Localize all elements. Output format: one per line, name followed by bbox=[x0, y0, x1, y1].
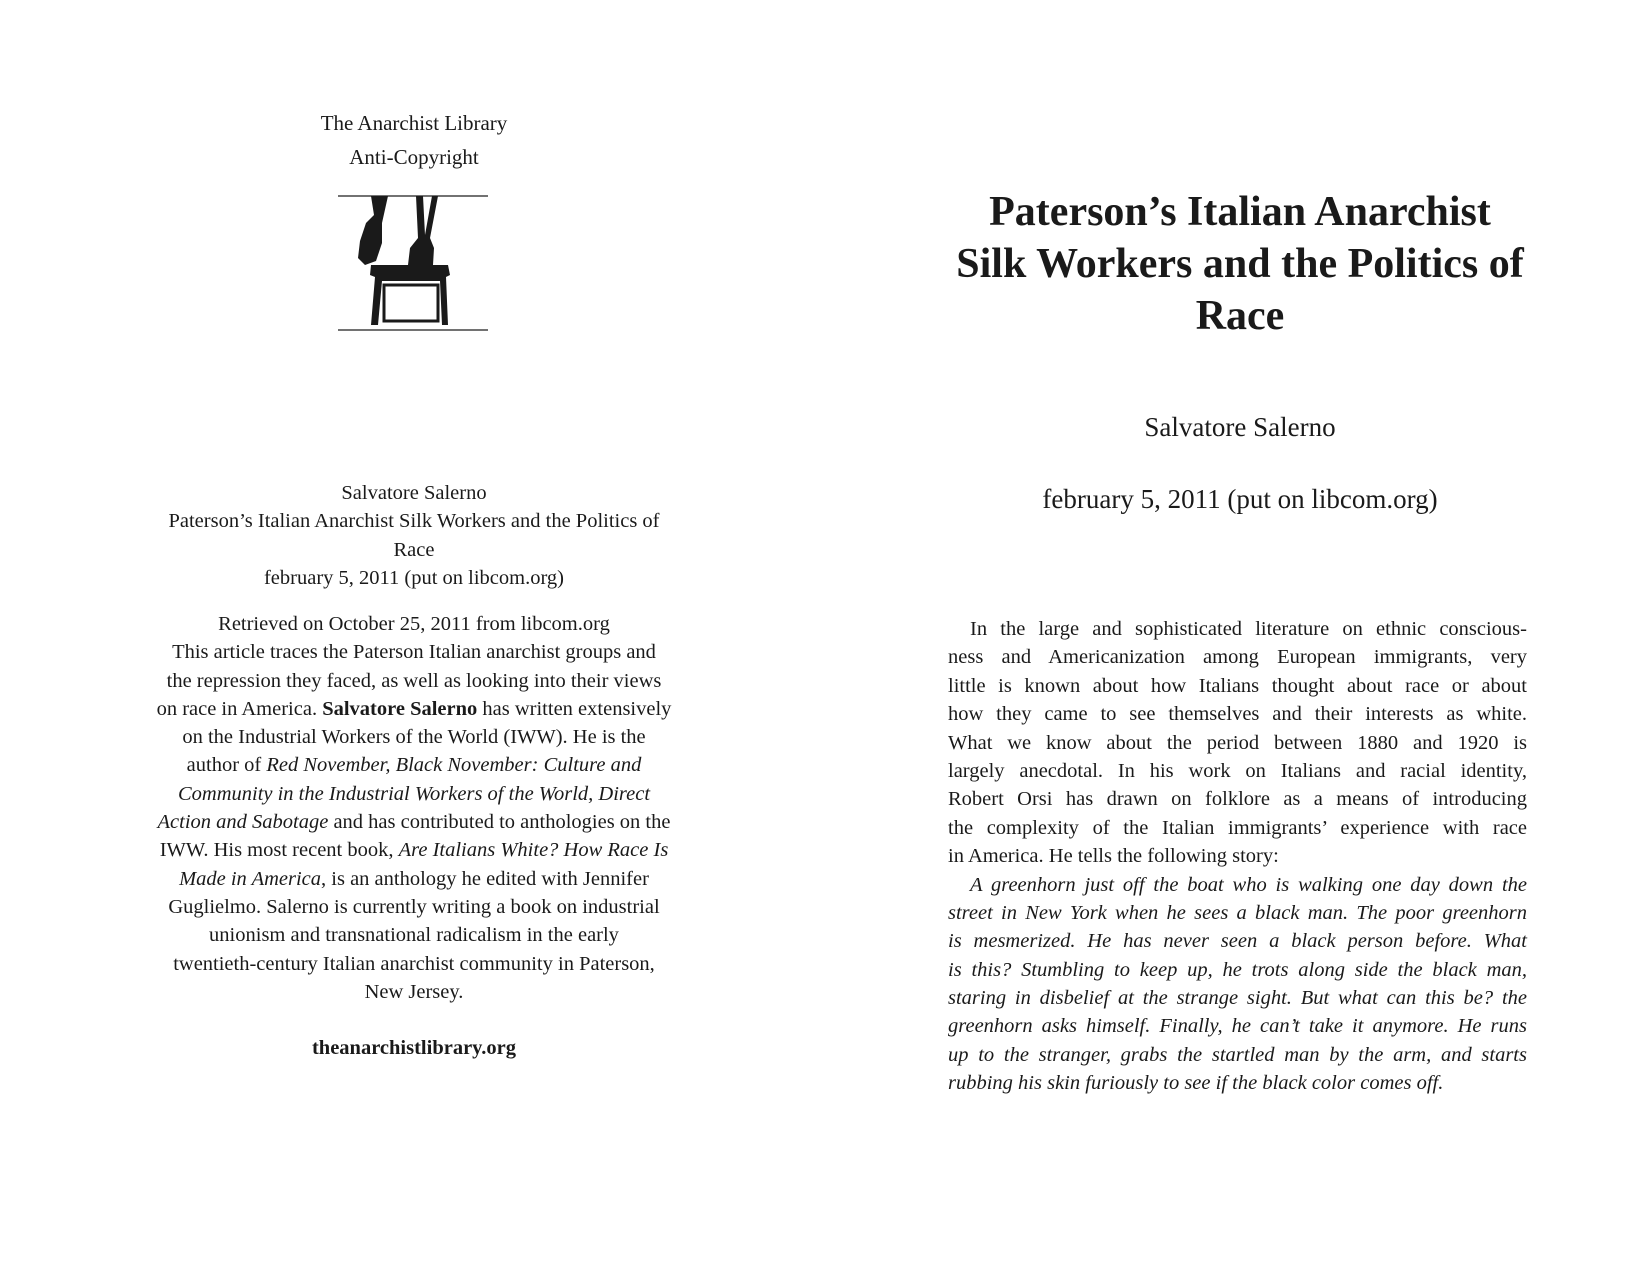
citation-line: Salvatore Salerno bbox=[341, 482, 487, 504]
citation-line: february 5, 2011 (put on libcom.org) bbox=[263, 567, 565, 590]
text-segment: Are Italians White? How Race Is bbox=[398, 839, 669, 862]
text-segment: New Jersey. bbox=[364, 980, 464, 1003]
description-block bbox=[114, 610, 714, 1006]
paragraph-line: What we know about the period between 1880 and 1920 is bbox=[948, 731, 1527, 754]
text-segment: the repression they faced, as well as looking into their views bbox=[166, 669, 662, 692]
text-segment: Action and Sabotage bbox=[157, 811, 329, 834]
paragraph-line: how they came to see themselves and their interests as white. bbox=[948, 703, 1527, 726]
quote-line: is mesmerized. He has never seen a black person before. What bbox=[948, 930, 1527, 953]
paragraph-line: in America. He tells the following story: bbox=[948, 845, 1279, 868]
paragraph-line: little is known about how Italians thought about race or about bbox=[948, 674, 1527, 697]
quote-line: rubbing his skin furiously to see if the black color comes off. bbox=[948, 1072, 1444, 1095]
citation-line: Race bbox=[393, 538, 435, 561]
description-line bbox=[114, 695, 714, 723]
description-line bbox=[114, 978, 714, 1006]
description-line bbox=[114, 610, 714, 638]
paragraph-line: Robert Orsi has drawn on folklore as a means of introducing bbox=[948, 788, 1527, 811]
description-line bbox=[114, 808, 714, 836]
description-line bbox=[114, 921, 714, 949]
description-line bbox=[114, 893, 714, 921]
text-segment: Community in the Industrial Workers of the World, Direct bbox=[177, 782, 651, 805]
text-segment: Salvatore Salerno bbox=[322, 697, 478, 720]
text-segment: , is an anthology he edited with Jennifer bbox=[321, 867, 649, 890]
description-line bbox=[114, 836, 714, 864]
citation-line: Paterson’s Italian Anarchist Silk Workers and the Politics of bbox=[168, 510, 660, 533]
text-segment: and has contributed to anthologies on the bbox=[328, 811, 671, 834]
article-body bbox=[948, 615, 1527, 1098]
description-line bbox=[114, 950, 714, 978]
text-segment: This article traces the Paterson Italian anarchist groups and bbox=[172, 641, 656, 664]
title-line: Silk Workers and the Politics of bbox=[956, 241, 1524, 287]
anti-copyright: Anti-Copyright bbox=[349, 145, 479, 169]
paragraph-line: largely anecdotal. In his work on Italians and racial identity, bbox=[948, 759, 1527, 782]
text-segment: twentieth-century Italian anarchist community in Paterson, bbox=[173, 952, 655, 975]
text-segment: Guglielmo. Salerno is currently writing a book on industrial bbox=[168, 895, 660, 918]
text-segment: on race in America. bbox=[156, 697, 323, 720]
text-segment: Retrieved on October 25, 2011 from libcom.org bbox=[218, 613, 610, 635]
description-line bbox=[114, 723, 714, 751]
page-title bbox=[930, 186, 1550, 342]
quote-line: staring in disbelief at the strange sight. But what can this be? the bbox=[948, 987, 1527, 1010]
title-line: Paterson’s Italian Anarchist bbox=[989, 189, 1491, 235]
title-line: Race bbox=[1195, 293, 1285, 339]
library-name: The Anarchist Library bbox=[320, 111, 508, 135]
paragraph-line: the complexity of the Italian immigrants’ experience with race bbox=[948, 816, 1527, 839]
text-segment: has written extensively bbox=[477, 697, 672, 720]
text-segment: author of bbox=[186, 754, 267, 777]
paragraph-line: ness and Americanization among European immigrants, very bbox=[948, 646, 1527, 669]
text-segment: unionism and transnational radicalism in the early bbox=[209, 924, 619, 947]
text-segment: Made in America bbox=[179, 867, 322, 890]
description-line bbox=[114, 667, 714, 695]
text-segment: IWW. His most recent book, bbox=[159, 839, 399, 862]
anarchist-library-logo bbox=[338, 193, 488, 333]
description-line bbox=[114, 638, 714, 666]
citation-block bbox=[114, 479, 714, 593]
description-line bbox=[114, 780, 714, 808]
quote-line: A greenhorn just off the boat who is walking one day down the bbox=[970, 873, 1527, 896]
site-url[interactable]: theanarchistlibrary.org bbox=[311, 1037, 517, 1059]
quote-line: is this? Stumbling to keep up, he trots along side the black man, bbox=[948, 958, 1527, 981]
quote-line: greenhorn asks himself. Finally, he can’t take it anymore. He runs bbox=[948, 1015, 1527, 1038]
author-name: Salvatore Salerno bbox=[1144, 412, 1336, 442]
quote-line: up to the stranger, grabs the startled man by the arm, and starts bbox=[948, 1043, 1527, 1066]
library-header bbox=[114, 106, 714, 174]
paragraph-line: In the large and sophisticated literature on ethnic conscious- bbox=[970, 618, 1527, 640]
quote-line: street in New York when he sees a black man. The poor greenhorn bbox=[948, 901, 1527, 924]
description-line bbox=[114, 751, 714, 779]
description-line bbox=[114, 865, 714, 893]
publication-date: february 5, 2011 (put on libcom.org) bbox=[1042, 484, 1438, 514]
text-segment: on the Industrial Workers of the World (IWW). He is the bbox=[182, 726, 646, 749]
text-segment: Red November, Black November: Culture and bbox=[266, 754, 642, 777]
